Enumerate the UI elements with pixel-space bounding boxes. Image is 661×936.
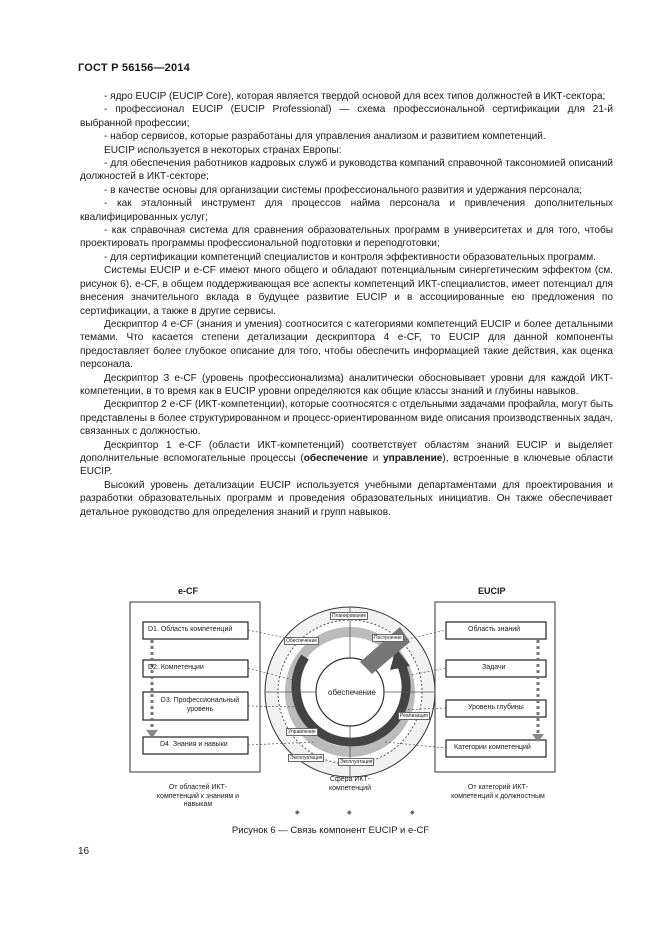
- left-caption: От областей ИКТ-компетенций к знаниям и навыкам: [156, 784, 240, 808]
- ecf-title: e-CF: [178, 586, 198, 596]
- paragraph: - в качестве основы для организации системы профессионального развития и удержания персонала;: [104, 184, 583, 196]
- center-caption: Сфера ИКТ-компетенций: [328, 776, 371, 792]
- center-label: обеспечение: [328, 688, 376, 697]
- paragraph: - набор сервисов, которые разработаны для управления анализом и развитием компетенций.: [104, 131, 546, 143]
- ring-tag: Реализация: [400, 713, 428, 719]
- svg-text:◆: ◆: [295, 810, 300, 816]
- paragraph: Дескриптор 2 e-CF (ИКТ-компетенции), которые соотносятся с отдельными задачами профайла, могут быть представлены в более структурированном и процесс-ориентированном виде описания производственных задач, связанных с должностью.: [80, 399, 613, 438]
- eucip-box-label: Область знаний: [468, 626, 521, 633]
- text-run: и: [368, 452, 384, 464]
- svg-text:◆: ◆: [347, 810, 352, 816]
- figure-caption: Рисунок 6 — Связь компонент EUCIP и e-CF: [231, 825, 430, 836]
- ring-tag: Управление: [288, 729, 316, 735]
- paragraph: Дескриптор 4 e-CF (знания и умения) соотносится с категориями компетенций EUCIP и более детальными темами. Что касается степени детализации дескриптора 4 e-CF, то EUCIP для данной компоненты предоставляет более глубокое описание для того, чтобы обеспечить информацией такие действия, как оценка персонала.: [80, 318, 613, 371]
- ring-tag: Планирование: [332, 613, 367, 619]
- ecf-box-label: D2. Компетенции: [148, 664, 204, 671]
- figure-6: [110, 582, 560, 822]
- paragraph: - как эталонный инструмент для процессов найма персонала и привлечения дополнительных квалифицированных услуг;: [80, 198, 613, 223]
- svg-text:◆: ◆: [410, 810, 415, 816]
- paragraph: - ядро EUCIP (EUCIP Core), которая является твердой основой для всех типов должностей в ИКТ-сектора;: [104, 91, 606, 102]
- ecf-box-label: D4. Знания и навыки: [160, 741, 228, 748]
- eucip-box-label: Уровень глубины: [468, 704, 524, 711]
- ring-tag: Обеспечение: [286, 638, 318, 644]
- paragraph-d1: [80, 439, 613, 479]
- text-run: ), встроенные в ключевые области EUCIP.: [80, 452, 613, 478]
- bold-term: обеспечение: [303, 452, 369, 464]
- paragraph: Системы EUCIP и e-CF имеют много общего и обладают потенциальным синергетическим эффектом (см. рисунок 6). e-CF, в общем поддерживающая все аспекты компетенций ИКТ-специалистов, имеет потенциал для внесения значительного вклада в будущее развитие EUCIP и в ассоциированные ею предложения по сертификации, а также в другие сервисы.: [80, 265, 613, 317]
- paragraph: Высокий уровень детализации EUCIP используется учебными департаментами для проектирования и разработки образовательных программ и проведения образовательных инициатив. Он также обеспечивает детальное руководство для определения знаний и групп навыков.: [80, 479, 613, 518]
- body-text: [80, 90, 613, 519]
- ring-tag: Эксплуатация: [290, 755, 323, 761]
- paragraph: EUCIP используется в некоторых странах Европы:: [104, 144, 342, 156]
- paragraph: - для сертификации компетенций специалистов и контроля эффективности образовательных программ.: [104, 251, 596, 263]
- ecf-box-label: D1. Область компетенций: [148, 626, 233, 633]
- eucip-title: EUCIP: [478, 586, 506, 596]
- eucip-box-label: Категории компетенций: [454, 744, 531, 751]
- right-caption: От категорий ИКТ-компетенций к должностным: [451, 784, 545, 800]
- paragraph: - для обеспечения работников кадровых служб и руководства компаний справочной таксономией описаний должностей в ИКТ-секторе;: [80, 158, 613, 183]
- document-header: ГОСТ Р 56156—2014: [78, 62, 190, 74]
- ring-tag: Построение: [374, 635, 402, 641]
- paragraph: Дескриптор 3 e-CF (уровень профессионализма) аналитически обосновывает уровни для каждой ИКТ-компетенции, в то время как в EUCIP уровни определяются как общие классы знаний и глубины навыков.: [80, 372, 613, 397]
- ring-tag: Эксплуатация: [340, 759, 373, 765]
- bold-term: управление: [383, 452, 443, 464]
- paragraph: - как справочная система для сравнения образовательных программ в университетах и для того, чтобы проектировать программы профессиональной подготовки и переподготовки;: [80, 225, 613, 250]
- page-number: 16: [78, 846, 90, 857]
- ecf-box-label: D3. Профессиональный уровень: [160, 697, 240, 713]
- eucip-box-label: Задачи: [482, 664, 506, 671]
- paragraph: - профессионал EUCIP (EUCIP Professional) — схема профессиональной сертификации для 21-й выбранной профессии;: [80, 104, 613, 129]
- text-run: Дескриптор 1 e-CF (области ИКТ-компетенций) соответствует областям знаний EUCIP и выделяет дополнительные вспомогательные процессы (: [80, 439, 613, 464]
